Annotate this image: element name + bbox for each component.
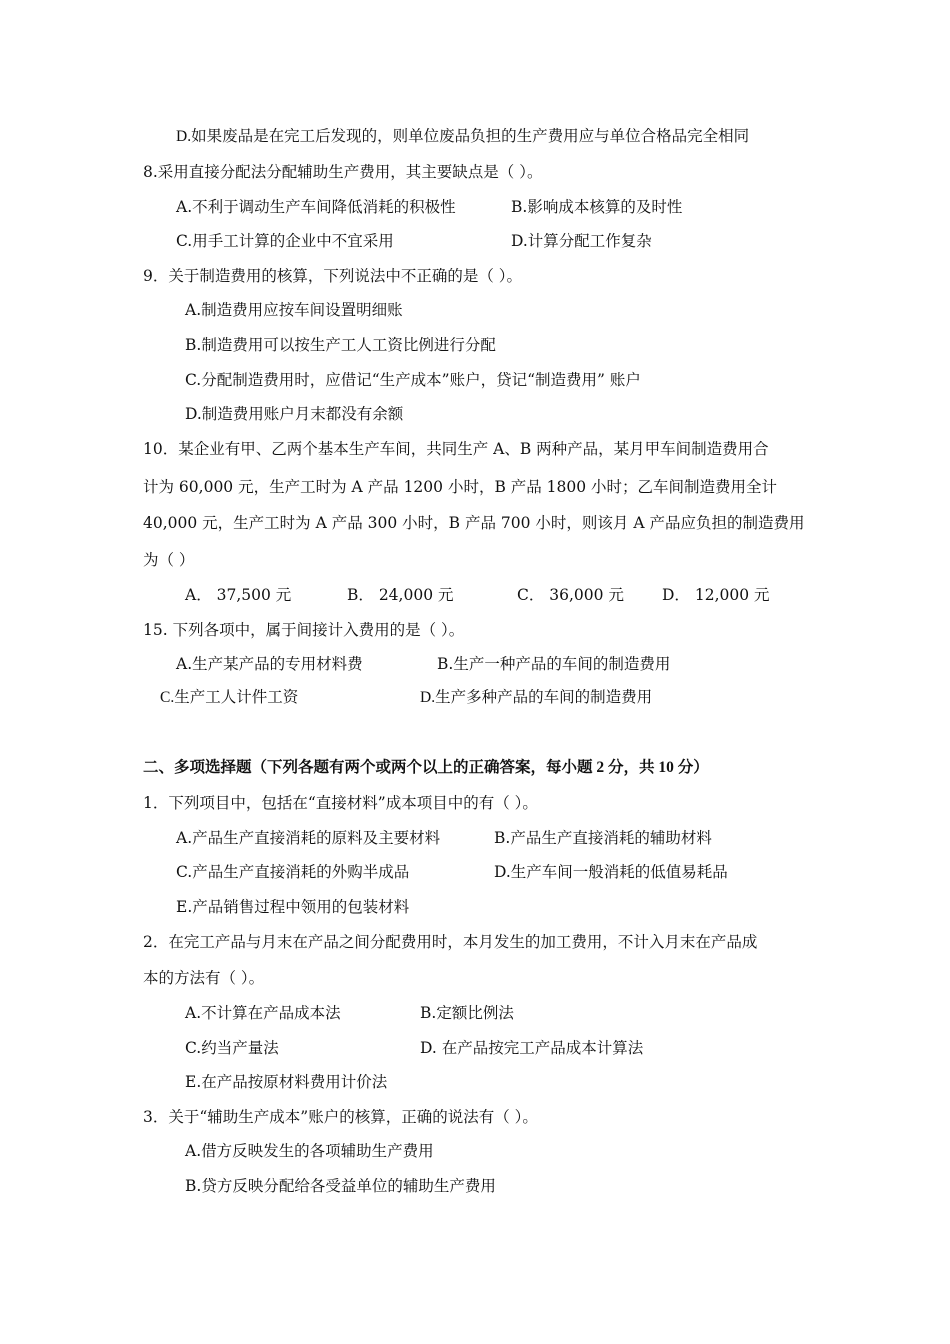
q9-option-c: C.分配制造费用时，应借记“生产成本”账户，贷记“制造费用” 账户 (185, 371, 641, 389)
m2-option-e: E.在产品按原材料费用计价法 (185, 1073, 388, 1091)
q9-option-d: D.制造费用账户月末都没有余额 (185, 405, 404, 423)
m3-option-a: A.借方反映发生的各项辅助生产费用 (185, 1142, 434, 1160)
q9-option-a: A.制造费用应按车间设置明细账 (185, 301, 403, 319)
q8-option-a: A.不利于调动生产车间降低消耗的积极性 (176, 198, 456, 216)
q10-stem-line-1: 10．某企业有甲、乙两个基本生产车间，共同生产 A、B 两种产品，某月甲车间制造费用合 (143, 440, 769, 458)
q10-stem-line-4: 为（ ） (143, 551, 195, 569)
q10-stem-line-2: 计为 60,000 元，生产工时为 A 产品 1200 小时，B 产品 1800 小时；乙车间制造费用全计 (143, 478, 778, 496)
q8-option-b: B.影响成本核算的及时性 (511, 198, 683, 216)
q9-option-b: B.制造费用可以按生产工人工资比例进行分配 (185, 336, 496, 354)
m2-option-b: B.定额比例法 (420, 1004, 514, 1022)
q10-option-b: B． 24,000 元 (347, 586, 454, 604)
q10-stem-line-3: 40,000 元，生产工时为 A 产品 300 小时，B 产品 700 小时，则该月 A 产品应负担的制造费用 (143, 514, 805, 532)
q7-option-d: D.如果废品是在完工后发现的，则单位废品负担的生产费用应与单位合格品完全相同 (176, 128, 750, 145)
q15-stem: 15. 下列各项中，属于间接计入费用的是（ ）。 (143, 621, 465, 639)
q15-option-c: C.生产工人计件工资 (160, 689, 299, 706)
q15-option-a: A.生产某产品的专用材料费 (176, 655, 363, 673)
q10-option-c: C． 36,000 元 (517, 586, 624, 604)
q9-stem: 9．关于制造费用的核算，下列说法中不正确的是（ ）。 (143, 267, 523, 285)
m1-option-b: B.产品生产直接消耗的辅助材料 (494, 829, 712, 847)
m1-option-c: C.产品生产直接消耗的外购半成品 (176, 863, 410, 881)
m2-stem-line-1: 2．在完工产品与月末在产品之间分配费用时，本月发生的加工费用，不计入月末在产品成 (143, 933, 758, 951)
m1-option-d: D.生产车间一般消耗的低值易耗品 (494, 863, 728, 881)
q8-option-d: D.计算分配工作复杂 (511, 232, 652, 250)
m2-option-d: D. 在产品按完工产品成本计算法 (420, 1039, 644, 1057)
q15-option-b: B.生产一种产品的车间的制造费用 (437, 655, 671, 673)
m3-stem: 3．关于“辅助生产成本”账户的核算，正确的说法有（ ）。 (143, 1108, 538, 1126)
q8-option-c: C.用手工计算的企业中不宜采用 (176, 232, 394, 250)
q15-option-d: D.生产多种产品的车间的制造费用 (420, 689, 653, 706)
q10-option-d: D． 12,000 元 (662, 586, 770, 604)
section-2-heading: 二、多项选择题（下列各题有两个或两个以上的正确答案，每小题 2 分，共 10 分） (143, 759, 709, 776)
q8-stem: 8.采用直接分配法分配辅助生产费用，其主要缺点是（ ）。 (143, 163, 543, 181)
m1-option-e: E.产品销售过程中领用的包装材料 (176, 898, 410, 916)
m2-option-a: A.不计算在产品成本法 (185, 1004, 341, 1022)
m2-option-c: C.约当产量法 (185, 1039, 279, 1057)
m2-stem-line-2: 本的方法有（ ）。 (143, 969, 265, 987)
q10-option-a: A． 37,500 元 (185, 586, 292, 604)
m3-option-b: B.贷方反映分配给各受益单位的辅助生产费用 (185, 1177, 496, 1195)
m1-stem: 1．下列项目中，包括在“直接材料”成本项目中的有（ ）。 (143, 794, 538, 812)
m1-option-a: A.产品生产直接消耗的原料及主要材料 (176, 829, 441, 847)
